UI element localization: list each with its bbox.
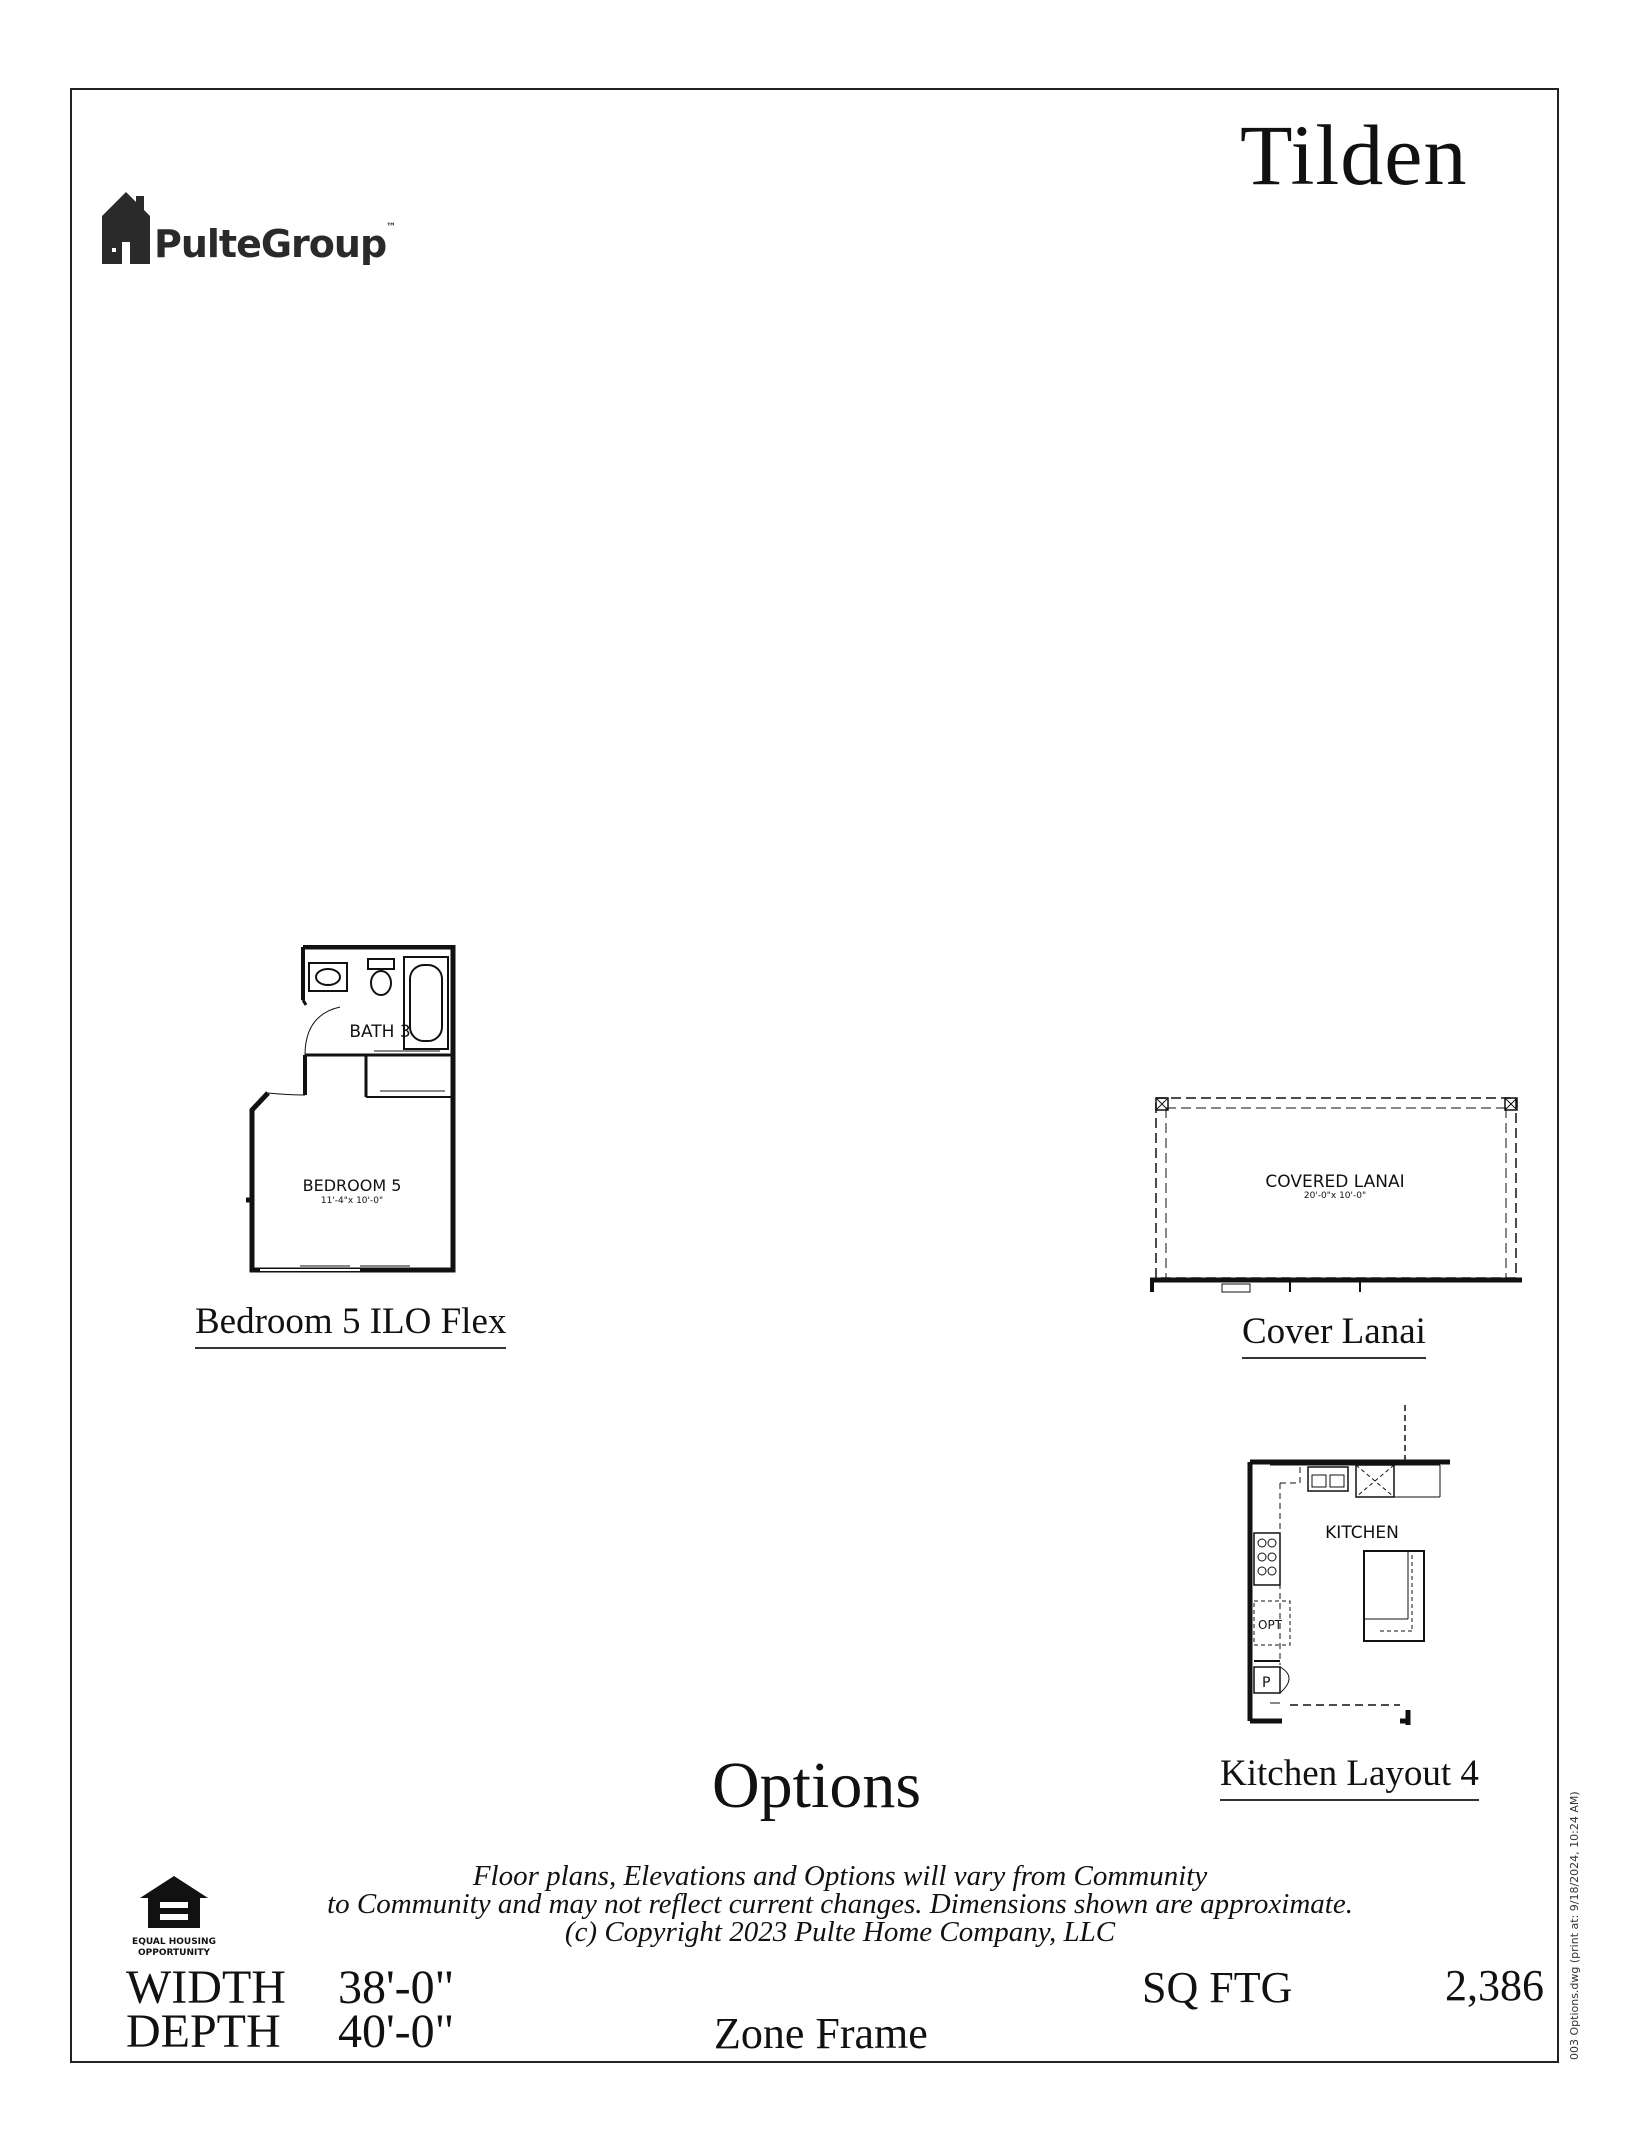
option-caption-kitchen-layout4: Kitchen Layout 4 xyxy=(1220,1752,1479,1801)
zone-frame: Zone Frame xyxy=(714,2009,928,2058)
disclaimer xyxy=(290,1862,1390,1946)
equal-housing-line1: EQUAL HOUSING xyxy=(132,1937,216,1947)
disclaimer-line-1: Floor plans, Elevations and Options will vary from Community xyxy=(472,1860,1208,1892)
room-label-bedroom5: BEDROOM 5 xyxy=(302,1176,402,1195)
disclaimer-line-3: (c) Copyright 2023 Pulte Home Company, LLC xyxy=(564,1916,1116,1948)
brand-name: PulteGroup™ xyxy=(154,222,396,266)
depth-label: DEPTH xyxy=(126,2005,281,2058)
sqft-value: 2,386 xyxy=(1445,1961,1544,2010)
width-label: WIDTH xyxy=(126,1961,286,2014)
equal-housing-logo xyxy=(130,1872,218,1959)
room-label-covered-lanai: COVERED LANAI xyxy=(1265,1172,1405,1192)
room-label-kitchen: KITCHEN xyxy=(1325,1523,1399,1543)
depth-value: 40'-0" xyxy=(338,2005,455,2058)
bedroom5-floorplan xyxy=(240,945,470,1275)
sqft-label: SQ FTG xyxy=(1142,1963,1293,2012)
house-logo-icon xyxy=(100,190,152,266)
plan-title: Tilden xyxy=(1240,107,1468,203)
room-label-opt: OPT xyxy=(1258,1618,1283,1632)
room-size-bedroom5: 11'-4"x 10'-0" xyxy=(320,1196,384,1206)
option-caption-bedroom5: Bedroom 5 ILO Flex xyxy=(195,1300,506,1349)
room-size-covered-lanai: 20'-0"x 10'-0" xyxy=(1303,1191,1367,1201)
option-caption-cover-lanai: Cover Lanai xyxy=(1242,1310,1426,1359)
equal-housing-line2: OPPORTUNITY xyxy=(137,1948,210,1958)
covered-lanai-floorplan xyxy=(1150,1090,1530,1300)
equal-housing-icon xyxy=(136,1872,212,1932)
options-heading: Options xyxy=(712,1749,922,1822)
room-label-pantry: P xyxy=(1262,1675,1271,1691)
width-value: 38'-0" xyxy=(338,1961,455,2014)
kitchen-layout4-floorplan xyxy=(1240,1405,1460,1735)
disclaimer-line-2: to Community and may not reflect current changes. Dimensions shown are approximate. xyxy=(327,1888,1353,1920)
file-print-note: 003 Options.dwg (print at: 9/18/2024, 10:24 AM) xyxy=(1568,1791,1581,2060)
pultegroup-logo xyxy=(100,190,395,266)
room-label-bath3: BATH 3 xyxy=(349,1022,411,1042)
